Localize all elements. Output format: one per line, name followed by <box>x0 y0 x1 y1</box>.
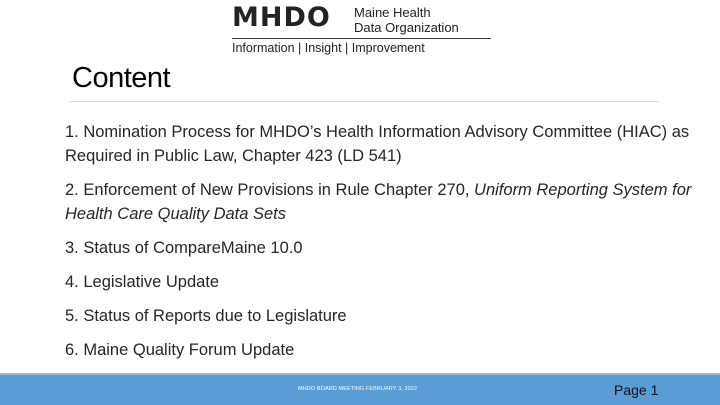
logo-name-line1: Maine Health <box>354 5 431 20</box>
page-number: Page 1 <box>614 382 659 398</box>
agenda-item-2-text: 2. Enforcement of New Provisions in Rule Chapter 270, <box>65 181 475 199</box>
logo-divider <box>232 38 491 39</box>
logo-tagline: Information | Insight | Improvement <box>232 41 425 55</box>
logo-org-name <box>354 5 459 35</box>
agenda-item-2-italic: Uniform Reporting System for Health Care Quality Data Sets <box>65 181 692 223</box>
logo-name-line2: Data Organization <box>354 20 459 35</box>
footer-meeting-label: MHDO BOARD MEETING FEBRUARY 3, 2022 <box>298 386 418 392</box>
agenda-item-4: 4. Legislative Update <box>65 273 220 291</box>
agenda-item-6: 6. Maine Quality Forum Update <box>65 341 295 359</box>
agenda-item-3: 3. Status of CompareMaine 10.0 <box>65 239 303 257</box>
agenda-list <box>65 120 705 362</box>
agenda-item-2 <box>65 178 705 226</box>
footer-bar <box>0 375 720 405</box>
agenda-item-1: 1. Nomination Process for MHDO’s Health Information Advisory Committee (HIAC) as Required in Public Law, Chapter 423 (LD 541) <box>65 123 690 165</box>
agenda-item-5: 5. Status of Reports due to Legislature <box>65 307 347 325</box>
slide-title: Content <box>72 62 171 94</box>
mhdo-logo <box>232 4 494 56</box>
logo-mark: MHDO <box>232 2 331 33</box>
title-divider <box>70 101 659 102</box>
